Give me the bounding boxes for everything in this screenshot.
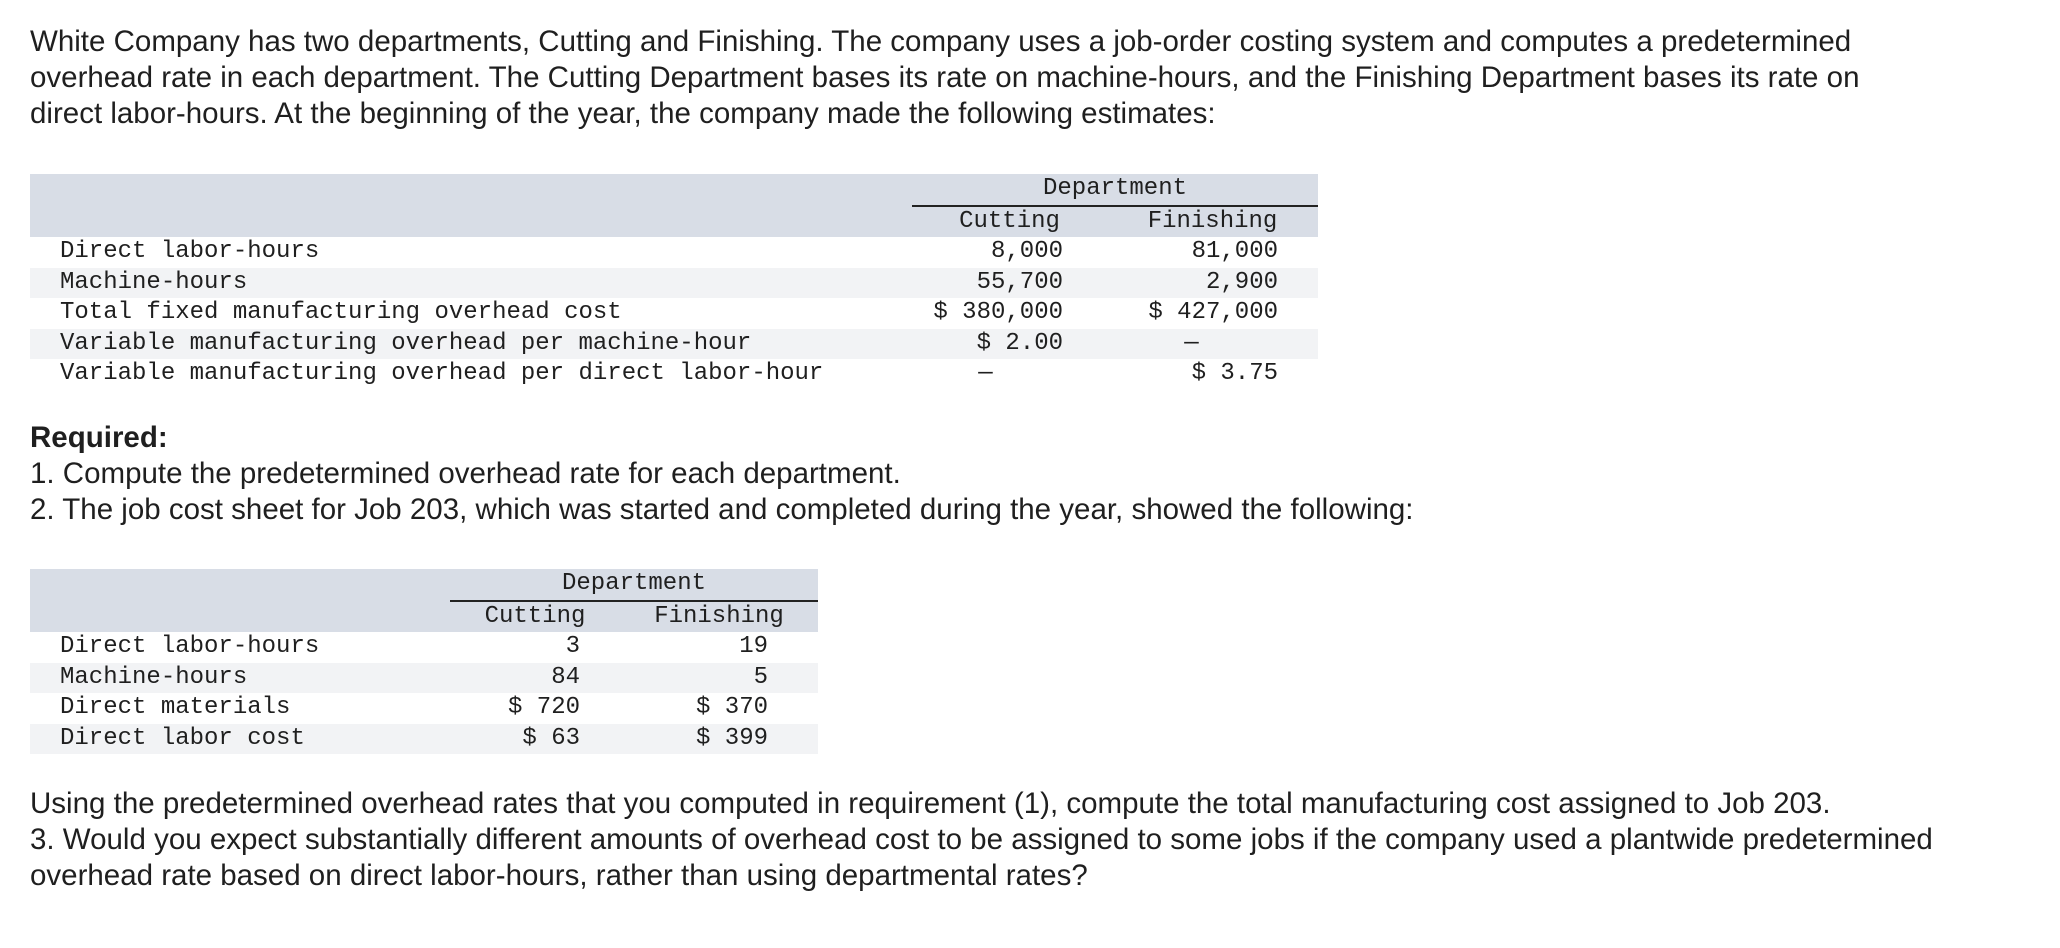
cutting-value: $ 63 bbox=[450, 724, 620, 755]
finishing-value: 19 bbox=[620, 632, 818, 663]
finishing-value: 2,900 bbox=[1107, 268, 1318, 299]
cutting-value: 84 bbox=[450, 663, 620, 694]
table-row bbox=[30, 632, 818, 663]
requirement-2: 2. The job cost sheet for Job 203, which was started and completed during the year, showed the following: bbox=[30, 493, 1414, 526]
department-header: Department bbox=[912, 174, 1318, 206]
finishing-value: $ 399 bbox=[620, 724, 818, 755]
table-header-row bbox=[30, 569, 818, 601]
finishing-value: 5 bbox=[620, 663, 818, 694]
row-label: Machine-hours bbox=[30, 663, 450, 694]
table-header-row bbox=[30, 206, 1318, 238]
table-row bbox=[30, 237, 1318, 268]
table-row bbox=[30, 693, 818, 724]
finishing-value: $ 370 bbox=[620, 693, 818, 724]
table-row bbox=[30, 298, 1318, 329]
finishing-value: $ 3.75 bbox=[1107, 359, 1318, 390]
table-row bbox=[30, 268, 1318, 299]
table-header-row bbox=[30, 174, 1318, 206]
table-row bbox=[30, 663, 818, 694]
cutting-value: $ 2.00 bbox=[912, 329, 1107, 360]
requirement-1: 1. Compute the predetermined overhead rate for each department. bbox=[30, 457, 901, 490]
requirement-3: 3. Would you expect substantially different amounts of overhead cost to be assigned to some jobs if the company used a plantwide predetermined overhead rate based on direct labor-hours, rather than using departmental rates? bbox=[30, 823, 1933, 892]
cutting-value: — bbox=[912, 359, 1107, 390]
row-label: Machine-hours bbox=[30, 268, 912, 299]
cutting-value: $ 380,000 bbox=[912, 298, 1107, 329]
column-header-finishing: Finishing bbox=[1107, 206, 1318, 238]
row-label: Variable manufacturing overhead per machine-hour bbox=[30, 329, 912, 360]
table-row bbox=[30, 359, 1318, 390]
row-label: Total fixed manufacturing overhead cost bbox=[30, 298, 912, 329]
table-row bbox=[30, 724, 818, 755]
row-label: Variable manufacturing overhead per direct labor-hour bbox=[30, 359, 912, 390]
finishing-value: 81,000 bbox=[1107, 237, 1318, 268]
estimates-table bbox=[30, 174, 1318, 390]
row-label: Direct labor-hours bbox=[30, 632, 450, 663]
cutting-value: 55,700 bbox=[912, 268, 1107, 299]
column-header-finishing: Finishing bbox=[620, 601, 818, 633]
table-header-row bbox=[30, 601, 818, 633]
required-section bbox=[30, 420, 1930, 528]
row-label: Direct labor-hours bbox=[30, 237, 912, 268]
finishing-value: $ 427,000 bbox=[1107, 298, 1318, 329]
requirement-2-followup: Using the predetermined overhead rates that you computed in requirement (1), compute the total manufacturing cost assigned to Job 203. bbox=[30, 787, 1831, 820]
column-header-cutting: Cutting bbox=[912, 206, 1107, 238]
table-row bbox=[30, 329, 1318, 360]
intro-paragraph: White Company has two departments, Cutting and Finishing. The company uses a job-order costing system and computes a predetermined overhead rate in each department. The Cutting Department bases its rate on machine-hours, and the Finishing Department bases its rate on direct labor-hours. At the beginning of the year, the company made the following estimates: bbox=[30, 25, 1860, 130]
column-header-cutting: Cutting bbox=[450, 601, 620, 633]
final-section bbox=[30, 786, 1950, 894]
department-header: Department bbox=[450, 569, 818, 601]
row-label: Direct materials bbox=[30, 693, 450, 724]
cutting-value: 8,000 bbox=[912, 237, 1107, 268]
row-label: Direct labor cost bbox=[30, 724, 450, 755]
required-heading: Required: bbox=[30, 421, 168, 454]
finishing-value: — bbox=[1107, 329, 1318, 360]
cutting-value: $ 720 bbox=[450, 693, 620, 724]
cutting-value: 3 bbox=[450, 632, 620, 663]
job-203-table bbox=[30, 569, 818, 754]
